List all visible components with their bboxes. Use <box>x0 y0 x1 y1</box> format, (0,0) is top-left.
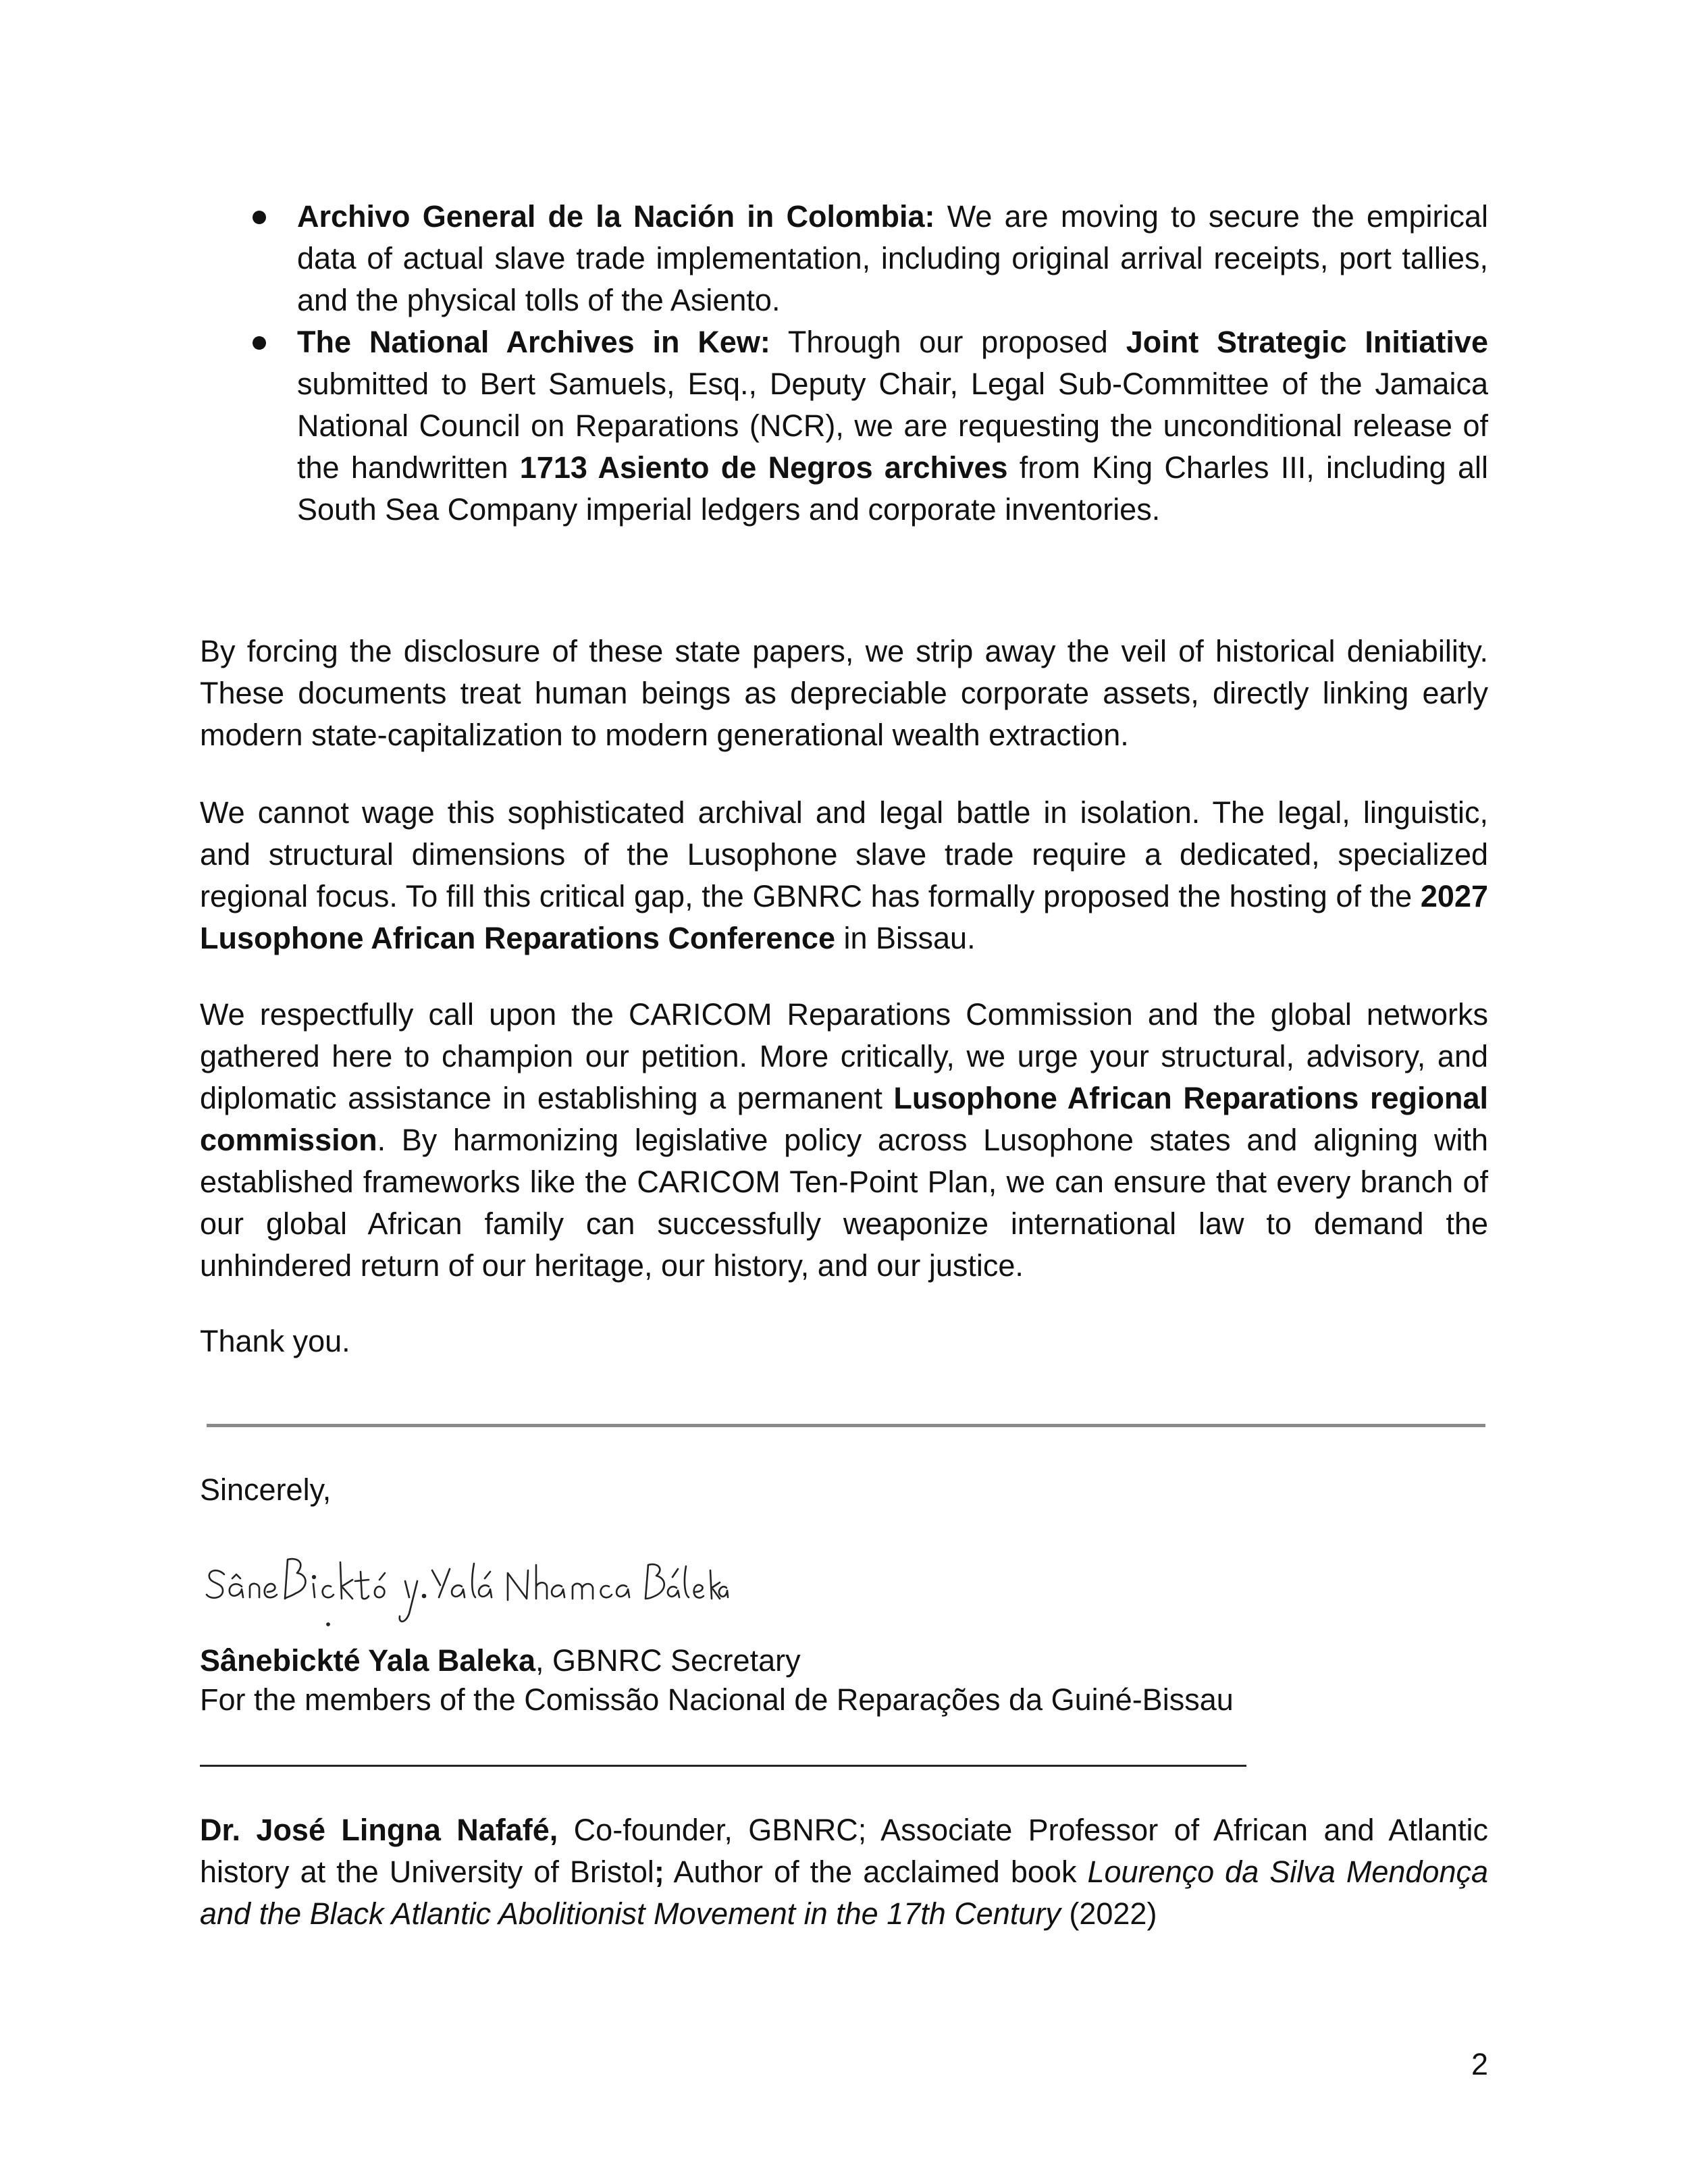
paragraph-text: in Bissau. <box>835 921 976 955</box>
bullet-text: Through our proposed <box>770 325 1126 359</box>
secretary-name: Sânebickté Yala Baleka <box>200 1643 535 1678</box>
members-line: For the members of the Comissão Nacional de Reparações da Guiné-Bissau <box>200 1682 1234 1717</box>
bullet-text: from King Charles III, including all South Sea Company imperial ledgers and corporate inventories. <box>297 450 1488 527</box>
archives-bullet-list <box>200 196 1488 531</box>
horizontal-divider <box>207 1424 1485 1427</box>
page-number: 2 <box>1471 2047 1488 2081</box>
paragraph-disclosure: By forcing the disclosure of these state papers, we strip away the veil of historical deniability. These documents treat human beings as depreciable corporate assets, directly linking early modern state-capitalization to modern generational wealth extraction. <box>200 634 1488 752</box>
bullet-dot <box>253 211 266 224</box>
handwritten-signature <box>203 1539 729 1634</box>
cofounder-paragraph <box>200 1809 1488 1935</box>
paragraph-text: . By harmonizing legislative policy across Lusophone states and aligning with established frameworks like the CARICOM Ten-Point Plan, we can ensure that every branch of our global African family can successfully weaponize international law to demand the unhindered return of our heritage, our history, and our justice. <box>200 1123 1488 1283</box>
bullet-item-kew <box>200 321 1488 531</box>
cofounder-name: Dr. José Lingna Nafafé, <box>200 1813 558 1847</box>
commission-name: Lusophone African Reparations regional commission <box>200 1081 1488 1157</box>
underline-rule <box>200 1765 1246 1767</box>
paragraph-petition <box>200 994 1488 1287</box>
cofounder-text: Author of the acclaimed book <box>664 1855 1088 1889</box>
bullet-emphasis: Joint Strategic Initiative <box>1126 325 1488 359</box>
bullet-text: We are moving to secure the empirical data of actual slave trade implementation, including original arrival receipts, port tallies, and the physical tolls of the Asiento. <box>297 199 1488 317</box>
conference-name: 2027 Lusophone African Reparations Conference <box>200 879 1488 955</box>
bullet-item-colombia <box>200 196 1488 321</box>
book-year: (2022) <box>1060 1896 1157 1931</box>
thank-you-line: Thank you. <box>200 1324 350 1358</box>
bullet-emphasis: 1713 Asiento de Negros archives <box>519 450 1008 485</box>
secretary-line <box>200 1642 1488 1679</box>
book-title: Lourenço da Silva Mendonça and the Black Atlantic Abolitionist Movement in the 17th Century <box>200 1855 1488 1931</box>
cofounder-semicolon: ; <box>654 1855 664 1889</box>
sincerely-line: Sincerely, <box>200 1472 332 1507</box>
paragraph-conference <box>200 792 1488 959</box>
secretary-role: , GBNRC Secretary <box>535 1643 801 1678</box>
paragraph-text: We cannot wage this sophisticated archival and legal battle in isolation. The legal, linguistic, and structural dimensions of the Lusophone slave trade require a dedicated, specialized regional focus. To fill this critical gap, the GBNRC has formally proposed the hosting of the <box>200 795 1488 913</box>
paragraph-text: We respectfully call upon the CARICOM Reparations Commission and the global networks gathered here to champion our petition. More critically, we urge your structural, advisory, and diplomatic assistance in establishing a permanent <box>200 997 1488 1115</box>
bullet-text: submitted to Bert Samuels, Esq., Deputy Chair, Legal Sub-Committee of the Jamaica National Council on Reparations (NCR), we are requesting the unconditional release of the handwritten <box>297 367 1488 485</box>
cofounder-text: Co-founder, GBNRC; Associate Professor of African and Atlantic history at the University of Bristol <box>200 1813 1488 1889</box>
bullet-dot <box>253 336 266 350</box>
bullet-heading: Archivo General de la Nación in Colombia: <box>297 199 935 234</box>
bullet-heading: The National Archives in Kew: <box>297 325 770 359</box>
